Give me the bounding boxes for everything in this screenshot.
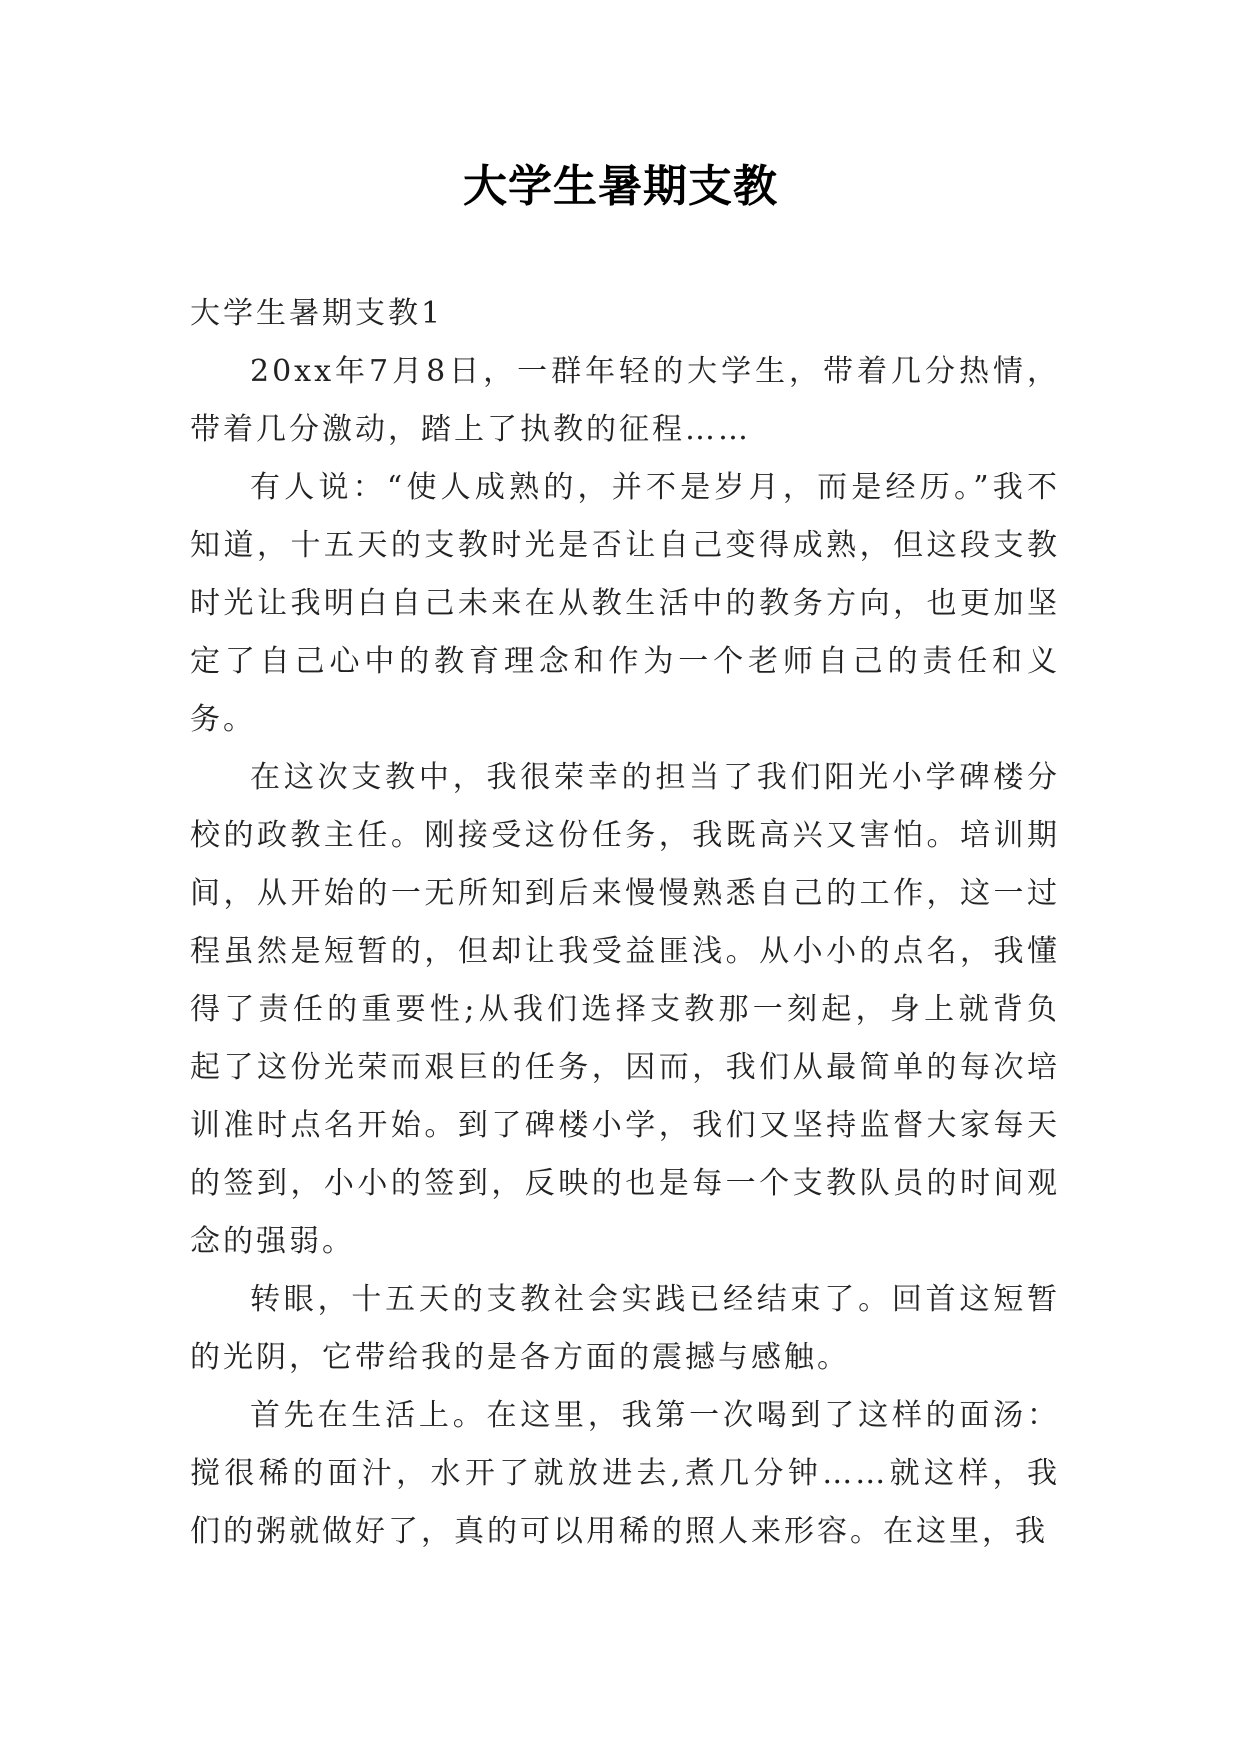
paragraph-4: 转眼，十五天的支教社会实践已经结束了。回首这短暂的光阴，它带给我的是各方面的震撼与感触。 [190, 1282, 1060, 1375]
document-body [190, 285, 1060, 1561]
paragraph-1: 20xx年7月8日，一群年轻的大学生，带着几分热情，带着几分激动，踏上了执教的征程…… [190, 354, 1060, 447]
section-heading: 大学生暑期支教1 [190, 296, 444, 331]
paragraph-5: 首先在生活上。在这里，我第一次喝到了这样的面汤：搅很稀的面汁，水开了就放进去,煮几分钟……就这样，我们的粥就做好了，真的可以用稀的照人来形容。在这里，我 [190, 1398, 1060, 1549]
paragraph-2: 有人说：“使人成熟的，并不是岁月，而是经历。”我不知道，十五天的支教时光是否让自己变得成熟，但这段支教时光让我明白自己未来在从教生活中的教务方向，也更加坚定了自己心中的教育理念和作为一个老师自己的责任和义务。 [190, 470, 1060, 737]
document-title: 大学生暑期支教 [463, 161, 778, 212]
paragraph-3: 在这次支教中，我很荣幸的担当了我们阳光小学碑楼分校的政教主任。刚接受这份任务，我既高兴又害怕。培训期间，从开始的一无所知到后来慢慢熟悉自己的工作，这一过程虽然是短暂的，但却让我受益匪浅。从小小的点名，我懂得了责任的重要性;从我们选择支教那一刻起，身上就背负起了这份光荣而艰巨的任务，因而，我们从最简单的每次培训准时点名开始。到了碑楼小学，我们又坚持监督大家每天的签到，小小的签到，反映的也是每一个支教队员的时间观念的强弱。 [190, 760, 1060, 1259]
